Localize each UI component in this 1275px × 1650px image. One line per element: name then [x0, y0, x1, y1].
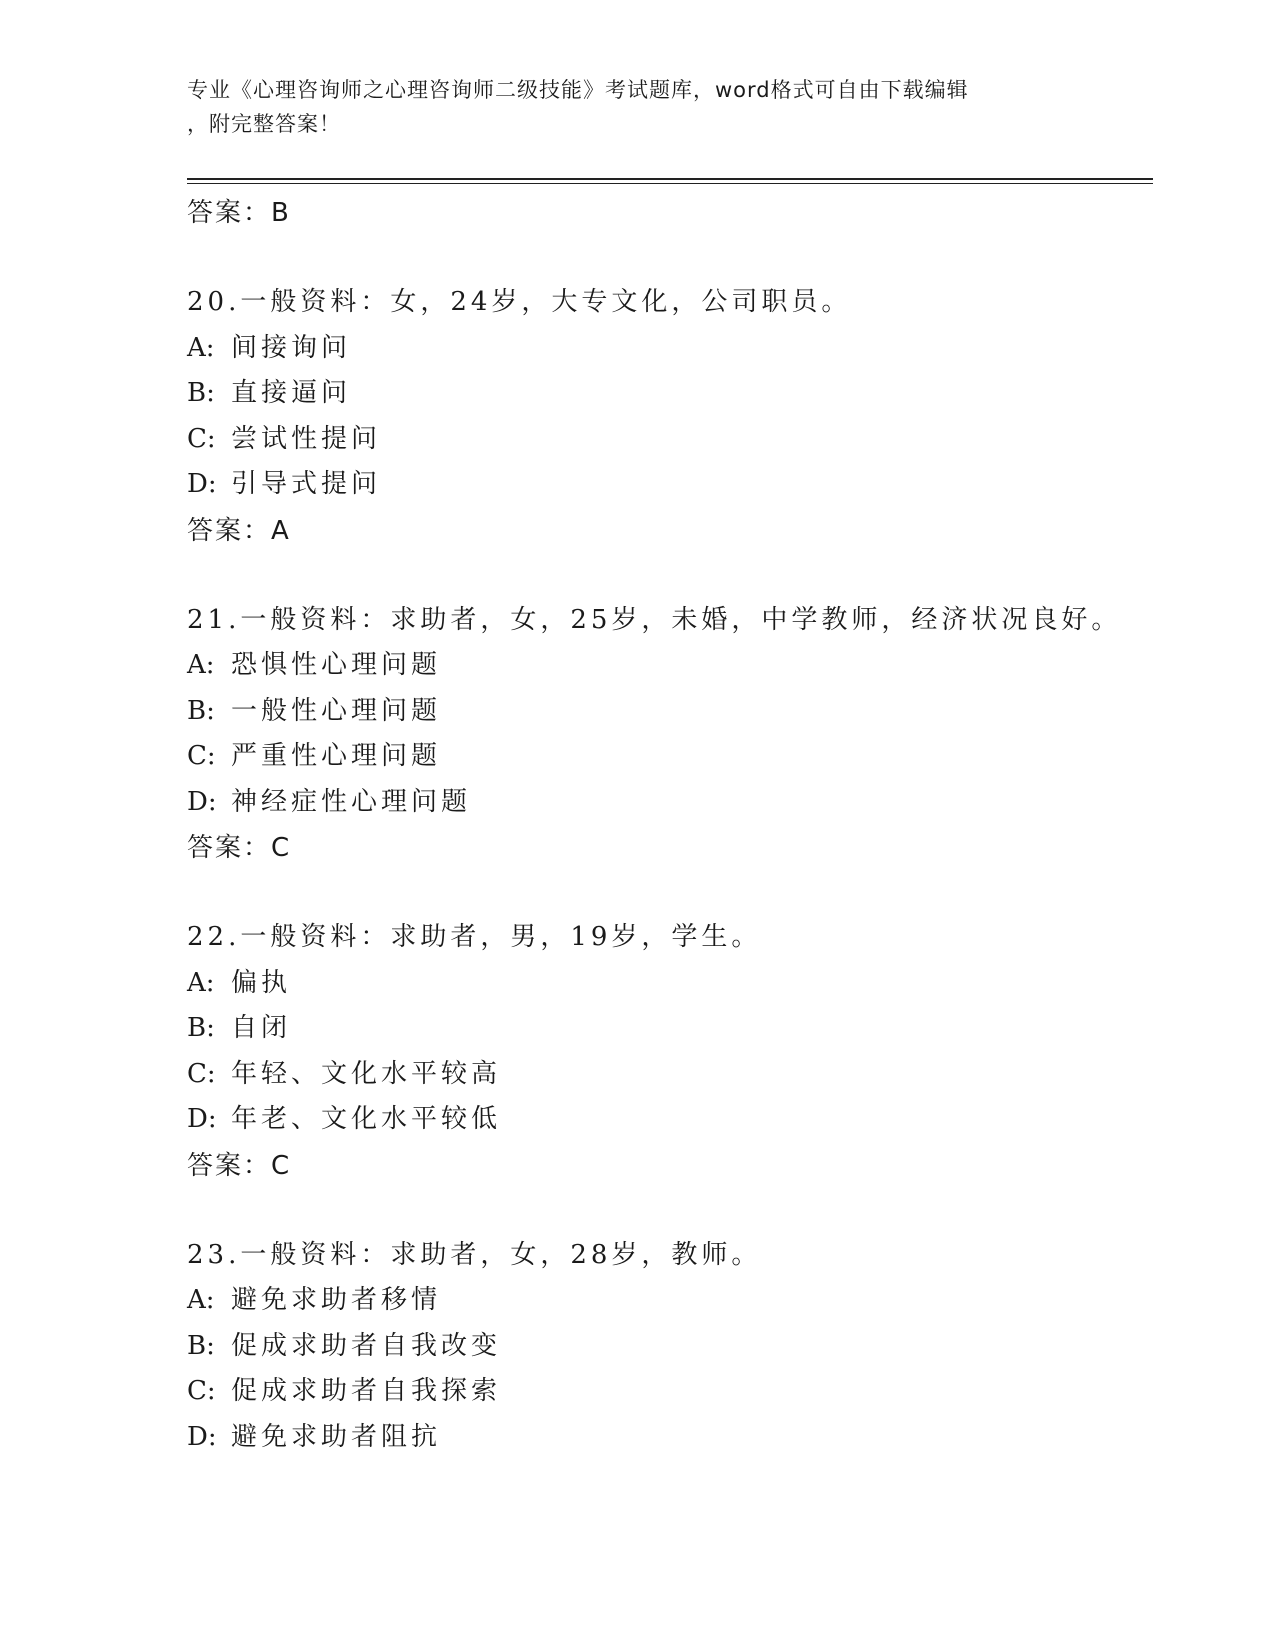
question-item-22 — [187, 915, 1137, 1189]
question-stem: 21.一般资料：求助者，女，25岁，未婚，中学教师，经济状况良好。 — [187, 604, 1122, 635]
page-header — [187, 73, 1087, 141]
option-a — [187, 643, 1137, 689]
option-key: D: — [187, 786, 217, 817]
option-text: 一般性心理问题 — [231, 695, 442, 726]
option-key: A: — [187, 650, 215, 680]
option-c — [187, 734, 1137, 780]
option-text: 偏执 — [231, 967, 292, 998]
option-key: B: — [187, 695, 215, 726]
header-divider — [187, 178, 1153, 180]
option-text: 年轻、文化水平较高 — [231, 1058, 502, 1089]
option-c — [187, 1052, 1137, 1098]
option-b — [187, 689, 1137, 735]
option-text: 引导式提问 — [231, 469, 382, 499]
option-d — [187, 1097, 1137, 1143]
option-text: 严重性心理问题 — [231, 741, 442, 771]
option-key: C: — [187, 741, 216, 771]
answer-line: 答案：A — [187, 515, 291, 546]
option-a — [187, 1278, 1137, 1324]
option-text: 直接逼问 — [231, 378, 352, 408]
answer-line: 答案：B — [187, 198, 291, 228]
option-b — [187, 1324, 1137, 1370]
question-stem: 22.一般资料：求助者，男，19岁，学生。 — [187, 922, 762, 952]
option-key: B: — [187, 1330, 215, 1361]
option-text: 自闭 — [231, 1013, 292, 1043]
option-key: D: — [187, 469, 217, 499]
option-b — [187, 1006, 1137, 1052]
option-key: A: — [187, 967, 215, 998]
option-text: 避免求助者阻抗 — [231, 1421, 442, 1452]
option-d — [187, 780, 1137, 826]
option-d — [187, 462, 1137, 508]
option-text: 尝试性提问 — [231, 423, 382, 454]
option-key: B: — [187, 1013, 215, 1043]
option-text: 神经症性心理问题 — [231, 786, 472, 817]
option-key: C: — [187, 1058, 216, 1089]
header-divider-thin — [187, 183, 1153, 184]
option-text: 年老、文化水平较低 — [231, 1104, 502, 1134]
answer-line: 答案：C — [187, 833, 292, 863]
option-c — [187, 1369, 1137, 1415]
option-key: D: — [187, 1104, 217, 1134]
option-text: 恐惧性心理问题 — [231, 650, 442, 680]
question-list — [187, 190, 1137, 1460]
option-a — [187, 326, 1137, 372]
option-key: A: — [187, 332, 215, 363]
option-text: 促成求助者自我改变 — [231, 1330, 502, 1361]
option-d — [187, 1415, 1137, 1461]
header-line-2: ，附完整答案！ — [187, 112, 341, 136]
option-key: D: — [187, 1421, 217, 1452]
question-item-23 — [187, 1233, 1137, 1461]
option-c — [187, 417, 1137, 463]
option-key: C: — [187, 1376, 216, 1406]
answer-line: 答案：C — [187, 1150, 292, 1181]
question-stem: 23.一般资料：求助者，女，28岁，教师。 — [187, 1239, 762, 1270]
option-text: 避免求助者移情 — [231, 1285, 442, 1315]
question-stem: 20.一般资料：女，24岁，大专文化，公司职员。 — [187, 287, 852, 317]
option-key: C: — [187, 423, 216, 454]
option-text: 促成求助者自我探索 — [231, 1376, 502, 1406]
option-b — [187, 371, 1137, 417]
option-key: A: — [187, 1285, 215, 1315]
header-line-1: 专业《心理咨询师之心理咨询师二级技能》考试题库，word格式可自由下载编辑 — [187, 78, 969, 102]
question-item-20 — [187, 280, 1137, 554]
option-text: 间接询问 — [231, 332, 352, 363]
option-key: B: — [187, 378, 215, 408]
option-a — [187, 961, 1137, 1007]
question-item-21 — [187, 598, 1137, 872]
